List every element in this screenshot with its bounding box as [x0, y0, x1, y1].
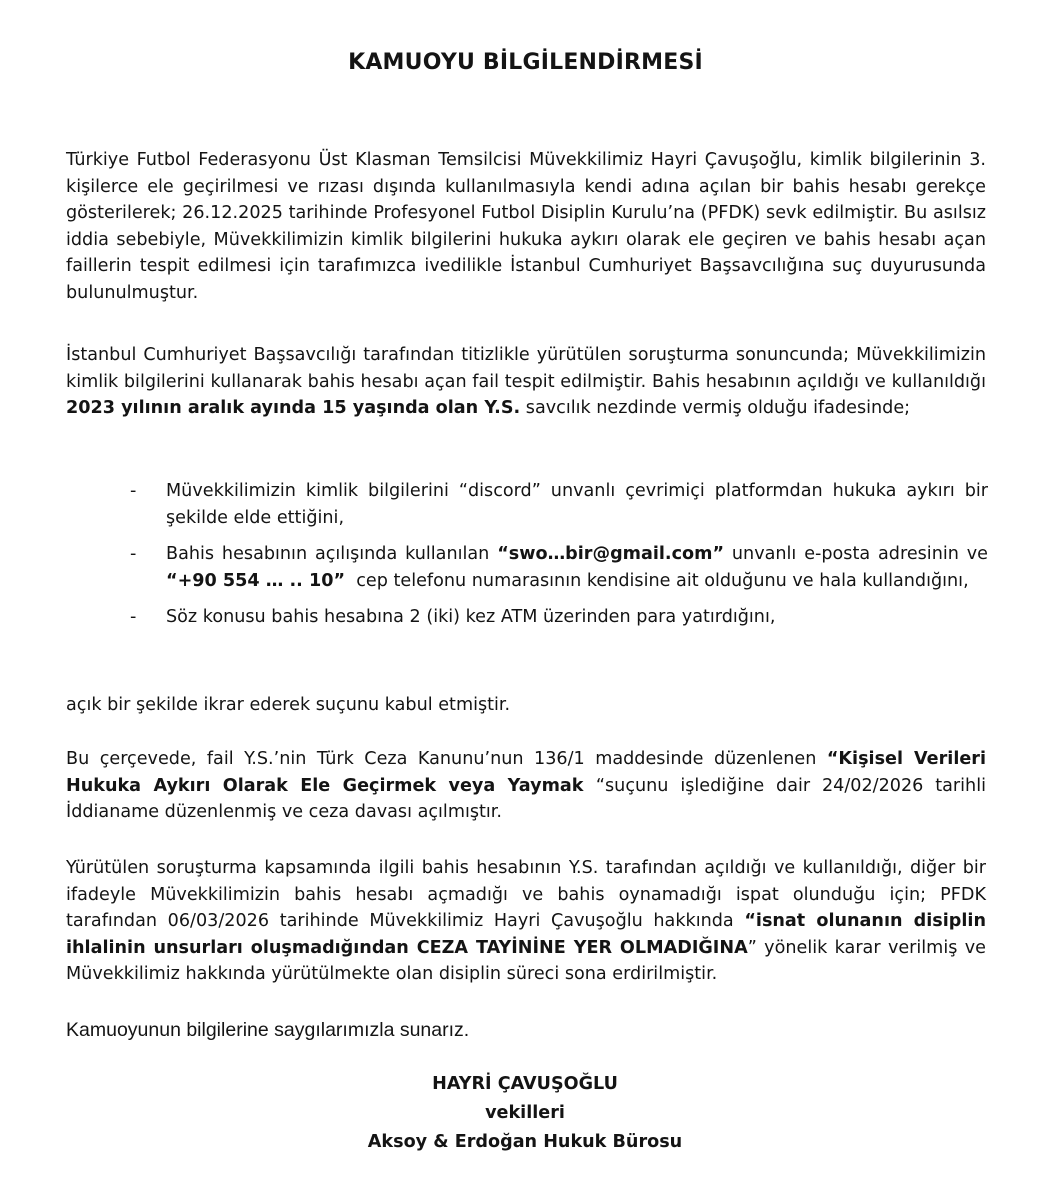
list-dash: -: [130, 607, 137, 627]
paragraph-decision-bold: “isnat olunanın disiplin ihlalinin unsurları oluşmadığından CEZA TAYİNİNE YER OLMADIĞINA: [66, 911, 986, 958]
document-title: KAMUOYU BİLGİLENDİRMESİ: [348, 50, 703, 75]
paragraph-investigation: [66, 342, 986, 422]
paragraph-investigation-text-1: İstanbul Cumhuriyet Başsavcılığı tarafından titizlikle yürütülen soruşturma sonuncunda; Müvekkilimizin kimlik bilgilerini kullanarak bahis hesabı açan fail tespit edilmiştir. Bahis hesabının açıldığı ve kullanıldığı: [66, 345, 986, 392]
paragraph-indictment-bold: “Kişisel Verileri Hukuka Aykırı Olarak Ele Geçirmek veya Yaymak: [66, 749, 986, 796]
paragraph-confession: açık bir şekilde ikrar ederek suçunu kabul etmiştir.: [66, 695, 511, 715]
list-dash: -: [130, 481, 137, 501]
list-dash: -: [130, 544, 137, 564]
paragraph-investigation-bold: 2023 yılının aralık ayında 15 yaşında olan Y.S.: [66, 398, 521, 418]
paragraph-indictment: [66, 746, 986, 826]
paragraph-intro: Türkiye Futbol Federasyonu Üst Klasman Temsilcisi Müvekkilimiz Hayri Çavuşoğlu, kimlik bilgilerinin 3. kişilerce ele geçirilmesi ve rızası dışında kullanılmasıyla kendi adına açılan bir bahis hesabı gerekçe gösterilerek; 26.12.2025 tarihinde Profesyonel Futbol Disiplin Kurulu’na (PFDK) sevk edilmiştir. Bu asılsız iddia sebebiyle, Müvekkilimizin kimlik bilgilerini hukuka aykırı olarak ele geçiren ve bahis hesabı açan faillerin tespit edilmesi için tarafımızca ivedilikle İstanbul Cumhuriyet Başsavcılığına suç duyurusunda bulunulmuştur.: [66, 150, 986, 303]
list-item: [130, 478, 988, 531]
list-item: [130, 604, 988, 631]
phone-number: “+90 554 … .. 10”: [166, 570, 346, 591]
list-item-text: Müvekkilimizin kimlik bilgilerini “discord” unvanlı çevrimiçi platformdan hukuka aykırı bir şekilde elde ettiğini,: [166, 481, 988, 528]
signature-block: [365, 1070, 685, 1157]
paragraph-indictment-text-2: “suçunu işlediğine dair 24/02/2026 tarihli İddianame düzenlenmiş ve ceza davası açılmıştır.: [66, 775, 986, 822]
list-item-text: Bahis hesabının açılışında kullanılan: [166, 544, 498, 564]
email-address: “swo…bir@gmail.com”: [497, 544, 725, 564]
list-item-text: Söz konusu bahis hesabına 2 (iki) kez ATM üzerinden para yatırdığını,: [166, 607, 776, 627]
statement-list: [130, 478, 988, 631]
signature-role: vekilleri: [485, 1103, 565, 1123]
paragraph-decision-text-1: Yürütülen soruşturma kapsamında ilgili bahis hesabının Y.S. tarafından açıldığı ve kullanıldığı, diğer bir ifadeyle Müvekkilimizin bahis hesabı açmadığı ve bahis oynamadığı ispat olunduğu için; PFDK tarafından 06/03/2026 tarihinde Müvekkilimiz Hayri Çavuşoğlu hakkında: [66, 858, 986, 931]
paragraph-indictment-text-1: Bu çerçevede, fail Y.S.’nin Türk Ceza Kanunu’nun 136/1 maddesinde düzenlenen: [66, 749, 827, 769]
list-item-text: unvanlı e-posta adresinin ve: [724, 544, 988, 564]
paragraph-decision: [66, 855, 986, 988]
list-item-text: cep telefonu numarasının kendisine ait olduğunu ve hala kullandığını,: [345, 570, 969, 591]
paragraph-investigation-text-2: savcılık nezdinde vermiş olduğu ifadesinde;: [520, 398, 911, 418]
signature-name: HAYRİ ÇAVUŞOĞLU: [432, 1074, 618, 1094]
list-item: [130, 541, 988, 594]
paragraph-decision-text-2: ” yönelik karar verilmiş ve Müvekkilimiz hakkında yürütülmekte olan disiplin süreci sona erdirilmiştir.: [66, 937, 986, 984]
signature-firm: Aksoy & Erdoğan Hukuk Bürosu: [367, 1132, 683, 1152]
paragraph-closing: Kamuoyunun bilgilerine saygılarımızla sunarız.: [66, 1019, 470, 1041]
